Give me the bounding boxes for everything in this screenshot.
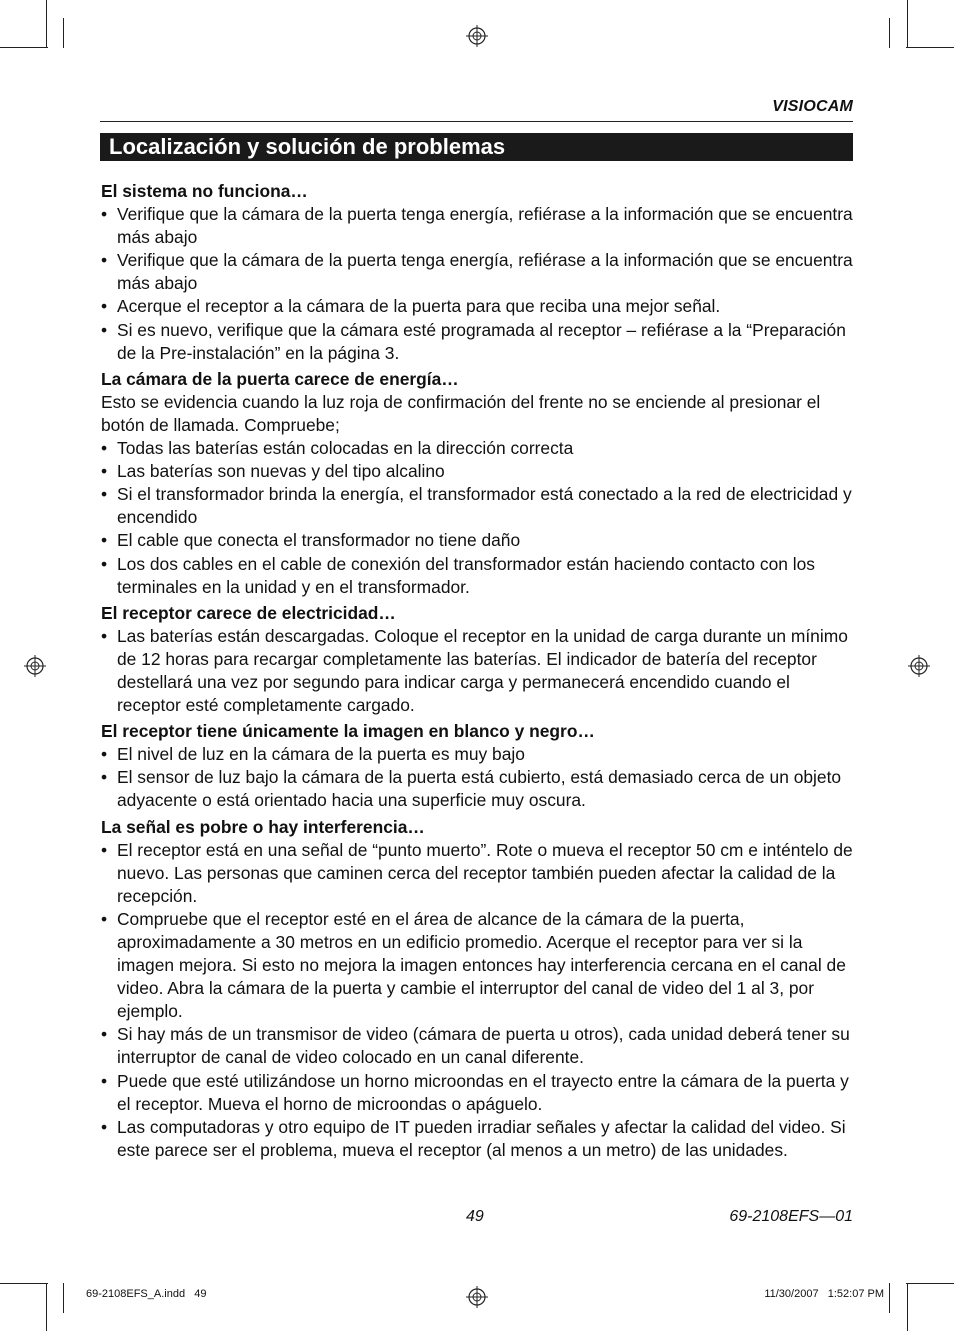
crop-mark xyxy=(889,18,890,48)
list-item: • Verifique que la cámara de la puerta tenga energía, refiérase a la información que se encuentra más abajo xyxy=(101,203,854,249)
bullet-list xyxy=(101,203,854,365)
print-slug-timestamp: 11/30/2007 1:52:07 PM xyxy=(764,1288,884,1300)
section-heading: La cámara de la puerta carece de energía… xyxy=(101,368,459,389)
page-title: Localización y solución de problemas xyxy=(100,133,853,161)
section-black-white-image xyxy=(101,720,854,812)
list-item: • Si el transformador brinda la energía, el transformador está conectado a la red de electricidad y encendido xyxy=(101,483,854,529)
page-number: 49 xyxy=(466,1208,484,1225)
list-item: • Los dos cables en el cable de conexión del transformador están haciendo contacto con los terminales en la unidad y en el transformador. xyxy=(101,553,854,599)
list-item: • Verifique que la cámara de la puerta tenga energía, refiérase a la información que se encuentra más abajo xyxy=(101,249,854,295)
crop-mark xyxy=(63,18,64,48)
crop-mark xyxy=(907,0,908,48)
crop-mark xyxy=(906,47,954,48)
list-item: • El nivel de luz en la cámara de la puerta es muy bajo xyxy=(101,743,854,766)
section-heading: La señal es pobre o hay interferencia… xyxy=(101,816,425,837)
header-rule xyxy=(100,121,853,122)
list-item: • Puede que esté utilizándose un horno microondas en el trayecto entre la cámara de la puerta y el receptor. Mueva el horno de microondas o apáguelo. xyxy=(101,1070,854,1116)
print-slug-file: 69-2108EFS_A.indd 49 xyxy=(86,1288,207,1300)
crop-mark xyxy=(0,47,48,48)
section-system-not-working xyxy=(101,180,854,365)
list-item: • Las computadoras y otro equipo de IT pueden irradiar señales y afectar la calidad del video. Si este parece ser el problema, mueva el receptor (al menos a un metro) de las unidades. xyxy=(101,1116,854,1162)
crop-mark xyxy=(46,1283,47,1331)
list-item: • Acerque el receptor a la cámara de la puerta para que reciba una mejor señal. xyxy=(101,295,854,318)
crop-mark xyxy=(907,1283,908,1331)
header-brand: VISIOCAM xyxy=(772,98,853,115)
section-heading: El receptor carece de electricidad… xyxy=(101,602,396,623)
registration-mark-icon xyxy=(466,1286,488,1308)
list-item: • Las baterías están descargadas. Coloque el receptor en la unidad de carga durante un mínimo de 12 horas para recargar completamente las baterías. El indicador de batería del receptor destellará una vez por segundo para indicar carga y permanecerá encendido cuando el receptor esté completamente cargado. xyxy=(101,625,854,717)
section-heading: El receptor tiene únicamente la imagen en blanco y negro… xyxy=(101,721,595,742)
list-item: • El cable que conecta el transformador no tiene daño xyxy=(101,529,854,552)
section-camera-no-power xyxy=(101,368,854,599)
section-poor-signal xyxy=(101,816,854,1162)
section-intro: Esto se evidencia cuando la luz roja de confirmación del frente no se enciende al presionar el botón de llamada. Compruebe; xyxy=(101,391,821,435)
list-item: • Las baterías son nuevas y del tipo alcalino xyxy=(101,460,854,483)
registration-mark-icon xyxy=(24,655,46,677)
crop-mark xyxy=(46,0,47,48)
list-item: • Si es nuevo, verifique que la cámara esté programada al receptor – refiérase a la “Preparación de la Pre-instalación” en la página 3. xyxy=(101,319,854,365)
section-receiver-no-power xyxy=(101,602,854,717)
crop-mark xyxy=(889,1283,890,1313)
list-item: • Todas las baterías están colocadas en la dirección correcta xyxy=(101,437,854,460)
document-code: 69-2108EFS—01 xyxy=(729,1208,853,1225)
bullet-list xyxy=(101,743,854,812)
troubleshooting-content xyxy=(101,180,854,1165)
list-item: • Si hay más de un transmisor de video (cámara de puerta u otros), cada unidad deberá tener su interruptor de canal de video colocado en un canal diferente. xyxy=(101,1023,854,1069)
crop-mark xyxy=(906,1283,954,1284)
crop-mark xyxy=(0,1283,48,1284)
list-item: • El receptor está en una señal de “punto muerto”. Rote o mueva el receptor 50 cm e inténtelo de nuevo. Las personas que caminen cerca del receptor también pueden afectar la calidad de la recepción. xyxy=(101,839,854,908)
section-heading: El sistema no funciona… xyxy=(101,181,308,201)
crop-mark xyxy=(63,1283,64,1313)
bullet-list xyxy=(101,839,854,1162)
registration-mark-icon xyxy=(466,25,488,47)
bullet-list xyxy=(101,625,854,717)
registration-mark-icon xyxy=(908,655,930,677)
list-item: • Compruebe que el receptor esté en el área de alcance de la cámara de la puerta, aproximadamente a 30 metros en un edificio promedio. Acerque el receptor para ver si la imagen mejora. Si esto no mejora la imagen entonces hay interferencia cercana en el canal de video. Abra la cámara de la puerta y cambie el interruptor del canal de video del 1 al 3, por ejemplo. xyxy=(101,908,854,1023)
bullet-list xyxy=(101,437,854,599)
list-item: • El sensor de luz bajo la cámara de la puerta está cubierto, está demasiado cerca de un objeto adyacente o está orientado hacia una superficie muy oscura. xyxy=(101,766,854,812)
